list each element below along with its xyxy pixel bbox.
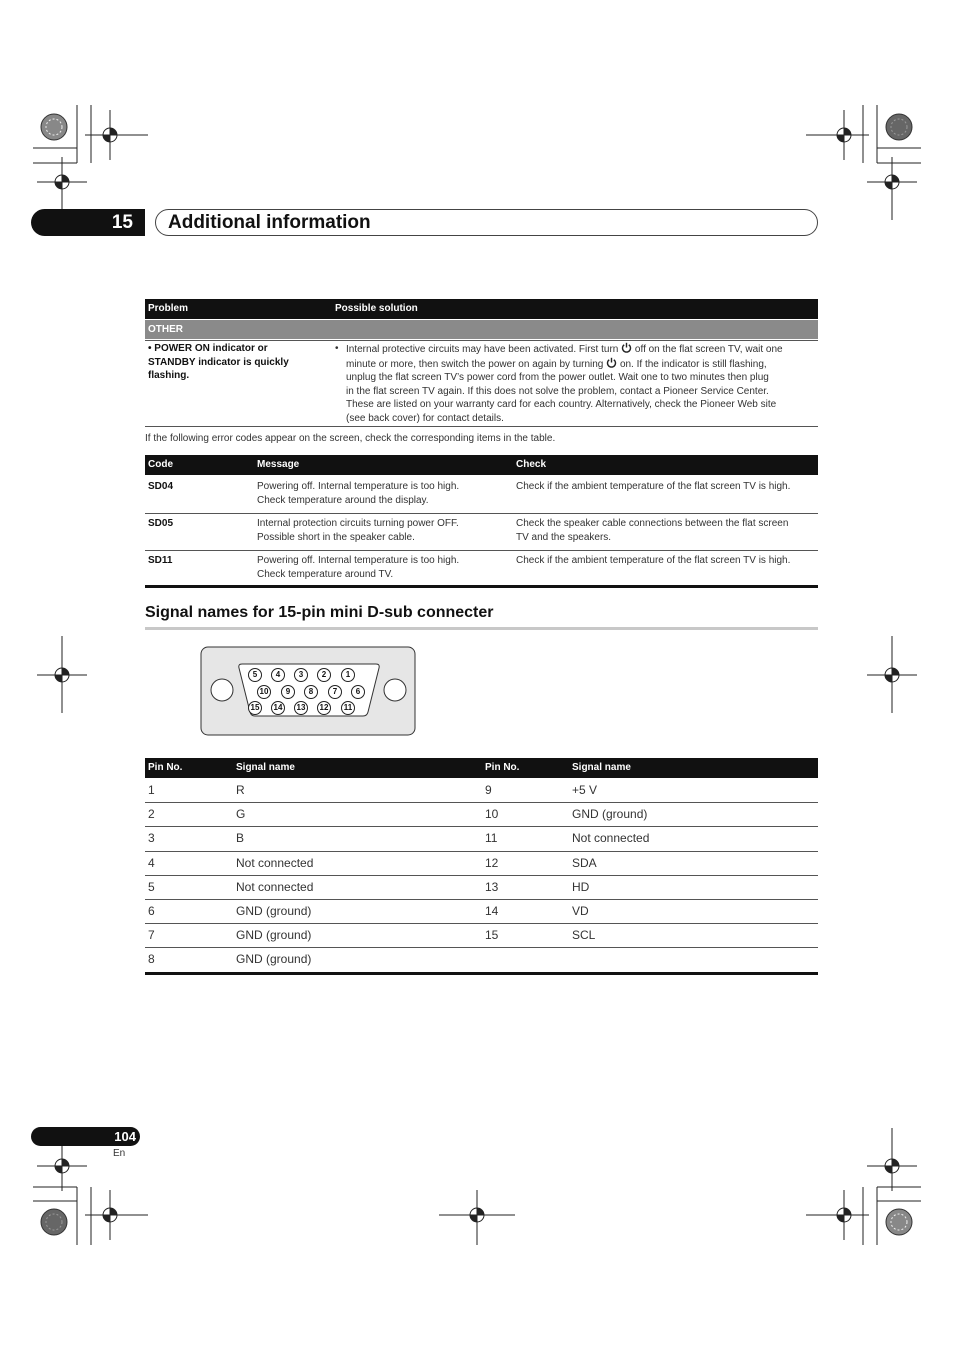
solution-fragment: on. If the indicator is still flashing, bbox=[619, 358, 767, 370]
pin-number: 4 bbox=[148, 855, 155, 870]
pin-number: 6 bbox=[148, 904, 155, 918]
signal-name: GND (ground) bbox=[572, 807, 648, 822]
error-check-line: TV and the speakers. bbox=[516, 531, 612, 543]
signal-name: VD bbox=[572, 904, 589, 918]
header-message: Message bbox=[257, 459, 300, 470]
pin-number: 15 bbox=[485, 928, 499, 943]
connector-pin-label: 10 bbox=[257, 685, 271, 699]
divider bbox=[145, 826, 818, 827]
signal-name: R bbox=[236, 783, 245, 797]
problem-table-header bbox=[145, 299, 818, 319]
connector-pin-label: 5 bbox=[248, 668, 262, 682]
divider bbox=[145, 947, 818, 948]
problem-line: flashing. bbox=[148, 370, 190, 381]
solution-text bbox=[346, 342, 818, 425]
dsub-connector-diagram bbox=[200, 646, 416, 736]
pin-number: 13 bbox=[485, 879, 499, 894]
connector-pin-label: 8 bbox=[304, 685, 318, 699]
problem-line: STANDBY indicator is quickly bbox=[148, 356, 289, 368]
power-icon bbox=[606, 357, 617, 368]
solution-line: unplug the flat screen TV’s power cord from the power outlet. Wait one to two minutes then plug bbox=[346, 372, 769, 383]
power-icon bbox=[621, 342, 632, 353]
error-code: SD11 bbox=[148, 555, 173, 566]
solution-fragment: minute or more, then switch the power on again by turning bbox=[346, 358, 604, 370]
header-signal-name: Signal name bbox=[236, 762, 295, 773]
error-message-line: Check temperature around the display. bbox=[257, 494, 429, 506]
pin-number: 2 bbox=[148, 807, 155, 822]
pin-number: 7 bbox=[148, 928, 155, 943]
divider bbox=[145, 340, 818, 341]
solution-fragment: off on the flat screen TV, wait one bbox=[634, 344, 783, 355]
pin-number: 12 bbox=[485, 855, 499, 870]
connector-pin-label: 7 bbox=[328, 685, 342, 699]
section-title: Signal names for 15-pin mini D-sub connecter bbox=[145, 604, 494, 621]
divider bbox=[145, 923, 818, 924]
header-signal-name-2: Signal name bbox=[572, 762, 631, 773]
pin-number: 11 bbox=[485, 831, 498, 846]
table-bottom-rule bbox=[145, 972, 818, 975]
connector-pin-label: 15 bbox=[248, 701, 262, 715]
connector-pin-label: 13 bbox=[294, 701, 308, 715]
error-message-line: Powering off. Internal temperature is too high. bbox=[257, 555, 460, 566]
divider bbox=[145, 426, 818, 427]
header-possible-solution: Possible solution bbox=[335, 303, 418, 314]
solution-line-2 bbox=[346, 357, 818, 372]
section-other: OTHER bbox=[148, 324, 183, 335]
connector-pin-label: 3 bbox=[294, 668, 308, 682]
signal-name: GND (ground) bbox=[236, 952, 312, 967]
chapter-title-box bbox=[155, 209, 818, 236]
pin-number: 5 bbox=[148, 879, 155, 894]
signal-name: HD bbox=[572, 879, 590, 894]
header-problem: Problem bbox=[148, 303, 189, 314]
solution-line: (see back cover) for contact details. bbox=[346, 412, 504, 424]
error-check bbox=[516, 480, 818, 494]
solution-fragment: Internal protective circuits may have been activated. First turn bbox=[346, 344, 619, 355]
connector-pin-label: 11 bbox=[341, 701, 355, 715]
pin-number: 14 bbox=[485, 904, 499, 918]
divider bbox=[145, 875, 818, 876]
signal-name: GND (ground) bbox=[236, 904, 312, 918]
error-check-line: Check if the ambient temperature of the flat screen TV is high. bbox=[516, 555, 791, 566]
error-code-note: If the following error codes appear on the screen, check the corresponding items in the table. bbox=[145, 433, 556, 444]
chapter-title: Additional information bbox=[168, 212, 371, 233]
divider bbox=[145, 550, 818, 551]
solution-line: in the flat screen TV again. If this does not solve the problem, contact a Pioneer Service Center. bbox=[346, 385, 769, 397]
signal-name: GND (ground) bbox=[236, 928, 312, 943]
page-number: 104 bbox=[31, 1127, 140, 1146]
signal-name: +5 V bbox=[572, 783, 598, 797]
error-message-line: Possible short in the speaker cable. bbox=[257, 531, 415, 543]
page-language: En bbox=[113, 1148, 126, 1159]
divider bbox=[145, 899, 818, 900]
error-code: SD04 bbox=[148, 481, 174, 492]
problem-table-section bbox=[145, 320, 818, 339]
error-message-line: Check temperature around TV. bbox=[257, 568, 394, 580]
header-pin-no-2: Pin No. bbox=[485, 762, 520, 773]
header-pin-no: Pin No. bbox=[148, 762, 183, 773]
pin-number: 10 bbox=[485, 807, 499, 822]
solution-line-1 bbox=[346, 342, 818, 357]
error-code: SD05 bbox=[148, 518, 174, 529]
error-message bbox=[257, 480, 507, 507]
signal-name: Not connected bbox=[572, 831, 650, 846]
signal-name: SDA bbox=[572, 855, 597, 870]
divider bbox=[145, 802, 818, 803]
signal-name: Not connected bbox=[236, 879, 314, 894]
divider bbox=[145, 513, 818, 514]
error-message bbox=[257, 554, 507, 581]
pin-number: 1 bbox=[148, 783, 155, 797]
section-rule bbox=[145, 627, 818, 630]
pin-number: 8 bbox=[148, 952, 155, 967]
divider bbox=[145, 851, 818, 852]
signal-name: G bbox=[236, 807, 246, 822]
error-message-line: Internal protection circuits turning power OFF. bbox=[257, 518, 459, 529]
error-check-line: Check if the ambient temperature of the flat screen TV is high. bbox=[516, 481, 791, 492]
signal-name: B bbox=[236, 831, 245, 846]
problem-text bbox=[148, 342, 328, 383]
table-bottom-rule bbox=[145, 585, 818, 588]
connector-pin-label: 2 bbox=[317, 668, 331, 682]
error-check bbox=[516, 517, 818, 544]
pin-number: 3 bbox=[148, 831, 155, 846]
signal-name: SCL bbox=[572, 928, 596, 943]
solution-bullet: • bbox=[335, 343, 339, 354]
error-table-header bbox=[145, 455, 818, 475]
connector-pin-label: 6 bbox=[351, 685, 365, 699]
error-message bbox=[257, 517, 507, 544]
connector-pin-label: 14 bbox=[271, 701, 285, 715]
pin-table-header bbox=[145, 758, 818, 778]
connector-pin-label: 1 bbox=[341, 668, 355, 682]
connector-pin-label: 4 bbox=[271, 668, 285, 682]
connector-pin-label: 12 bbox=[317, 701, 331, 715]
connector-pin-label: 9 bbox=[281, 685, 295, 699]
problem-line: • POWER ON indicator or bbox=[148, 343, 268, 354]
signal-name: Not connected bbox=[236, 855, 314, 870]
chapter-number: 15 bbox=[31, 209, 145, 236]
error-check-line: Check the speaker cable connections between the flat screen bbox=[516, 518, 789, 529]
header-check: Check bbox=[516, 459, 547, 470]
pin-number: 9 bbox=[485, 783, 492, 797]
error-check bbox=[516, 554, 818, 568]
header-code: Code bbox=[148, 459, 173, 470]
solution-line: These are listed on your warranty card for each country. Alternatively, check the Pioneer Web site bbox=[346, 399, 777, 410]
error-message-line: Powering off. Internal temperature is too high. bbox=[257, 481, 460, 492]
